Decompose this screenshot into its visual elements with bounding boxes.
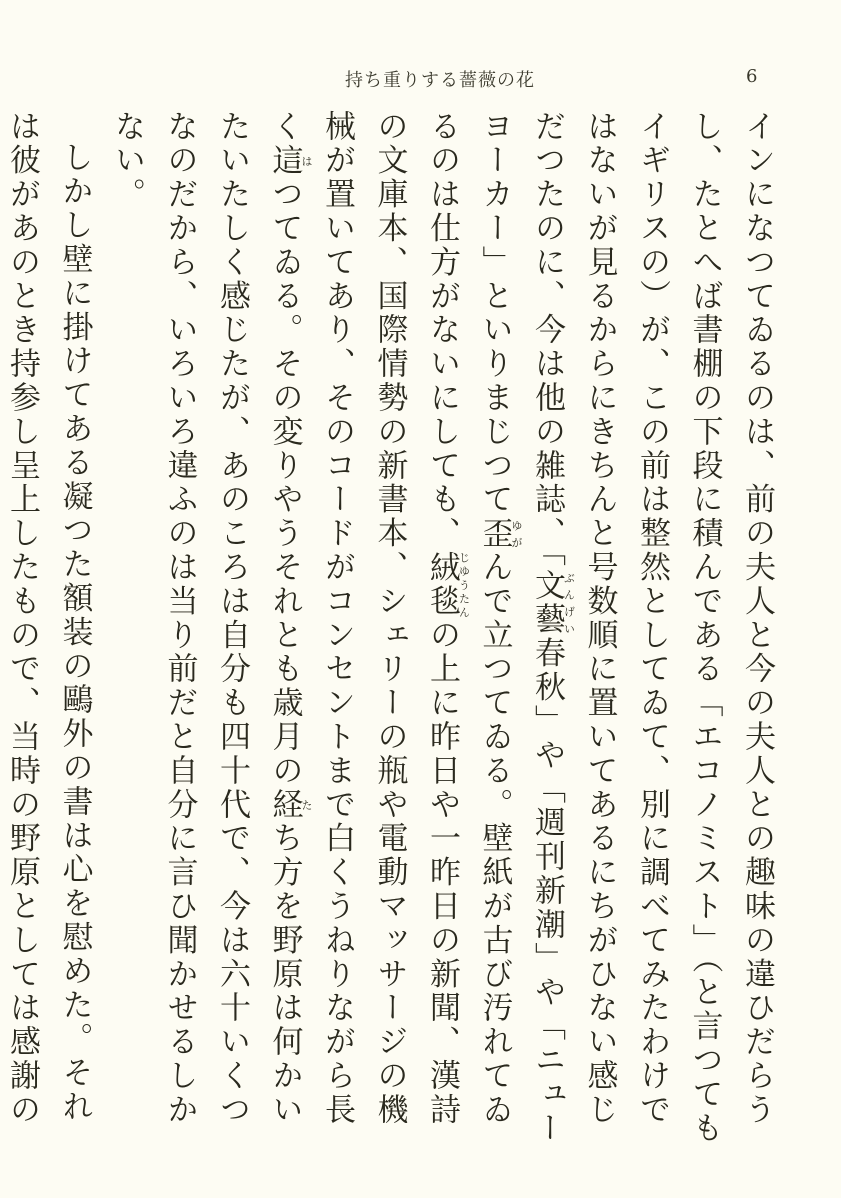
ruby-base: 歪 [476,516,513,551]
ruby-reading: た [300,788,313,822]
ruby-annotation [266,143,313,178]
vertical-body-text [4,110,783,1150]
ruby-annotation [424,550,471,619]
paragraph [101,110,784,1150]
ruby-base: 絨毯 [424,550,460,619]
ruby-annotation [529,569,576,637]
page-number: 6 [746,66,758,87]
ruby-base: 這 [266,143,303,178]
ruby-reading: じゆうたん [457,550,471,619]
ruby-base: 文藝 [529,569,565,637]
text-run: ち方を野原は何かいたいたしく感じたが、あのころは自分も四十代で、今は六十いくつなのだから、いろいろ違ふのは当り前だと自分に言ひ聞かせるしかない。 [109,110,303,1128]
running-title: 持ち重りする薔薇の花 [345,70,535,91]
ruby-reading: は [300,143,313,178]
ruby-reading: ぶんげい [562,569,576,637]
text-run: んで立つてゐる。壁紙が古び汚れてゐるのは仕方がないにしても、 [424,110,513,1128]
ruby-reading: ゆが [510,516,523,551]
text-run: 春秋」や「週刊新潮」や「ニューヨーカー」といりまじつて [476,110,565,1146]
text-run: の上に昨日や一昨日の新聞、漢詩の文庫本、国際情勢の新書本、シェリーの瓶や電動マッサージの機械が置いてあり、そのコードがコンセントまで白くうねりながら長く [266,110,460,1128]
ruby-annotation [476,516,523,551]
ruby-annotation [266,788,313,822]
text-run: つてゐる。その変りやうそれとも歳月の [266,177,303,789]
ruby-base: 経 [266,788,303,822]
paragraph [0,110,101,1150]
text-run: インになつてゐるのは、前の夫人と今の夫人との趣味の違ひだらうし、たとへば書棚の下段に積んである「エコノミスト」（と言つてもイギリスの）が、この前は整然としてゐて、別に調べてみたわけではないが見るからにきちんと号数順に置いてあるにちがひない感じだつたのに、今は他の雑誌、「 [529,110,775,1146]
text-run: しかし壁に掛けてある凝つた額装の鷗外の書は心を慰めた。それは彼があのとき持参し呈上したもので、当時の野原としては感謝の [4,110,93,1127]
